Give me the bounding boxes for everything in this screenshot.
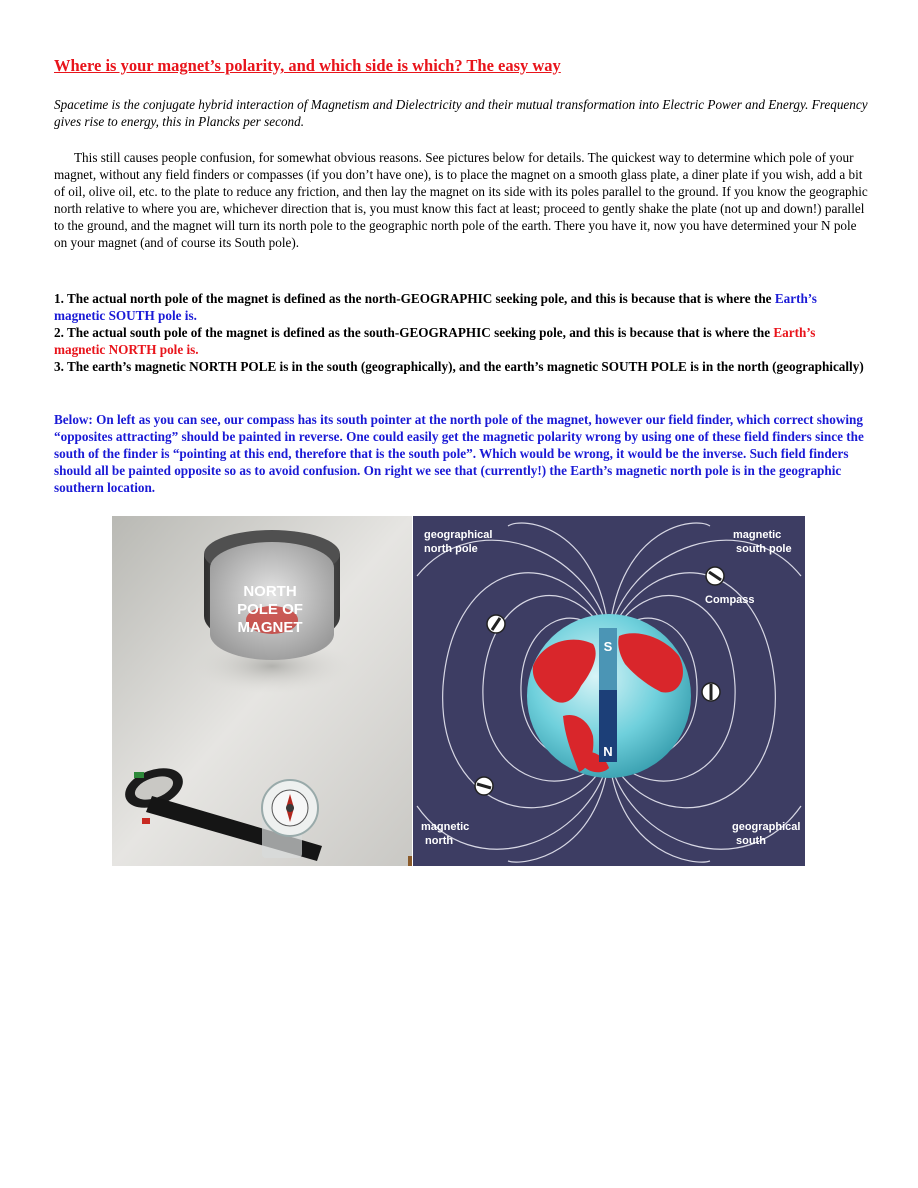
magnet-label-line-1: NORTH [243,583,297,600]
magnet-label-line-2: POLE OF [237,601,303,618]
label-magnetic-south-1: magnetic [733,529,782,541]
compass-icon [706,567,724,585]
label-geographical-north-1: geographical [424,529,493,541]
bar-magnet-south-half [599,628,617,690]
figure-caption: Below: On left as you can see, our compass has its south pointer at the north pole of the magnet, however our field finder, which correct showing “opposites attracting” should be painted in reverse. One could easily get the magnetic polarity wrong by using one of these field finders since the south of the finder is “pointing at this end, therefore that is the south pole”. Which would be wrong, it would be the inverse. Such field finders should all be painted opposite so as to avoid confusion. On right we see that (currently!) the Earth’s magnetic north pole is in the geographic southern location. [54,412,864,495]
label-magnetic-north-1: magnetic [421,821,470,833]
compass-icon [475,777,493,795]
magnet-label-line-3: MAGNET [237,619,303,636]
point-3: 3. The earth’s magnetic NORTH POLE is in the south (geographically), and the earth’s magnetic SOUTH POLE is in the north (geographically) [54,359,864,374]
key-points [54,290,869,375]
point-1-text: 1. The actual north pole of the magnet is defined as the north-GEOGRAPHIC seeking pole, and this is because that is where the [54,291,775,306]
bar-label-n: N [603,744,613,759]
label-geographical-south-2: south [736,835,766,847]
body-paragraph: This still causes people confusion, for somewhat obvious reasons. See pictures below for details. The quickest way to determine which pole of your magnet, without any field finders or compasses (if you don’t have one), is to place the magnet on a smooth glass plate, a diner plate if you wish, add a bit of oil, olive oil, etc. to the plate to reduce any friction, and then lay the magnet on its side with its poles parallel to the ground. If you know the geographic north relative to where you are, whichever direction that is, you must know this fact at least; proceed to gently shake the plate (not up and down!) parallel to the ground, and the magnet will turn its north pole to the geographic north pole of the earth. There you have it, now you have determined your N pole on your magnet (and of course its South pole). [54,150,868,250]
compass-icon [702,683,720,701]
label-magnetic-south-2: south pole [736,543,792,555]
label-geographical-south-1: geographical [732,821,801,833]
point-1 [54,290,869,324]
label-geographical-north-2: north pole [424,543,478,555]
page-title: Where is your magnet’s polarity, and which side is which? The easy way [54,56,561,75]
earth-field-diagram [413,516,805,866]
magnet-photo [112,516,412,866]
point-2-text: 2. The actual south pole of the magnet is defined as the south-GEOGRAPHIC seeking pole, and this is because that is where the [54,325,774,340]
point-2-highlight: Earth’s magnetic NORTH pole is. [54,325,816,357]
bar-label-s: S [603,639,613,654]
intro-paragraph: Spacetime is the conjugate hybrid interaction of Magnetism and Dielectricity and their mutual transformation into Electric Power and Energy. Frequency gives rise to energy, this in Plancks per second. [54,97,868,129]
label-compass: Compass [705,594,755,606]
point-1-highlight: Earth’s magnetic SOUTH pole is. [54,291,817,323]
point-2 [54,324,869,358]
compass-icon [487,615,505,633]
label-magnetic-north-2: north [425,835,454,847]
